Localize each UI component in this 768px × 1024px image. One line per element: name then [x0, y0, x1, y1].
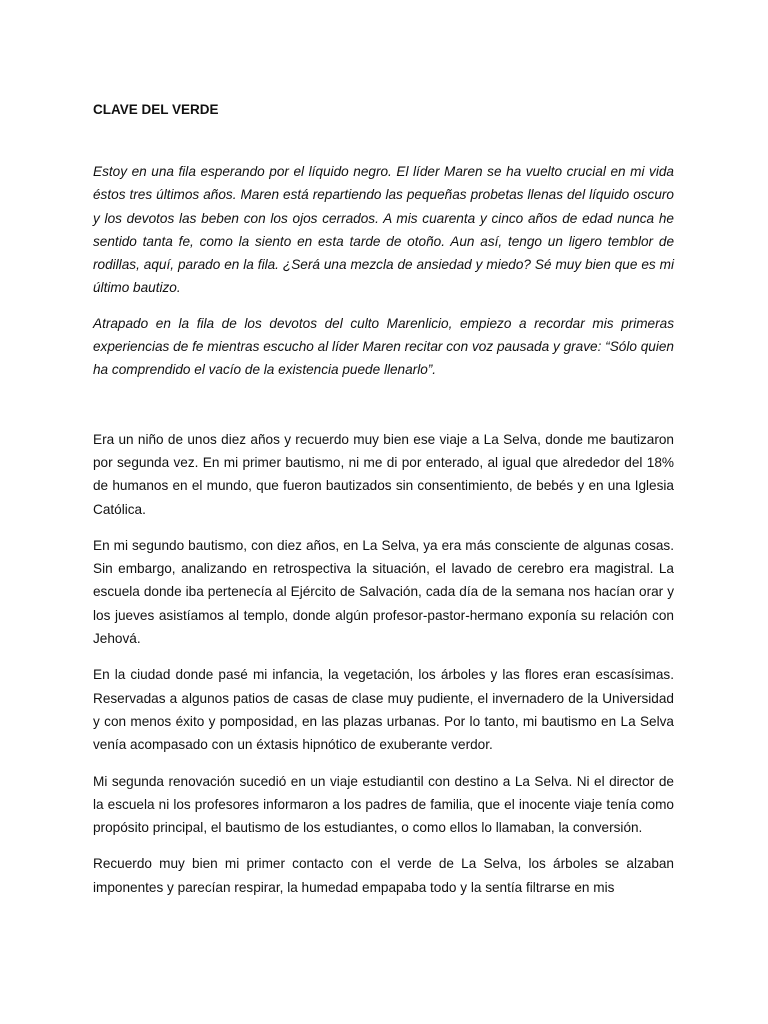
paragraph-5: En la ciudad donde pasé mi infancia, la vegetación, los árboles y las flores eran escasísimas. Reservadas a algunos patios de casas de clase muy pudiente, el invernadero de la Universidad y con menos éxito y pomposidad, en las plazas urbanas. Por lo tanto, mi bautismo en La Selva venía acompasado con un éxtasis hipnótico de exuberante verdor. [93, 667, 674, 753]
document-title: CLAVE DEL VERDE [93, 102, 219, 117]
paragraph-3: Era un niño de unos diez años y recuerdo muy bien ese viaje a La Selva, donde me bautizaron por segunda vez. En mi primer bautismo, ni me di por enterado, al igual que alrededor del 18% de humanos en el mundo, que fueron bautizados sin consentimiento, de bebés y en una Iglesia Católica. [93, 431, 674, 517]
document-body [93, 100, 674, 899]
paragraph-1: Estoy en una fila esperando por el líquido negro. El líder Maren se ha vuelto crucial en mi vida éstos tres últimos años. Maren está repartiendo las pequeñas probetas llenas del líquido oscuro y los devotos las beben con los ojos cerrados. A mis cuarenta y cinco años de edad nunca he sentido tanta fe, como la siento en esta tarde de otoño. Aun así, tengo un ligero temblor de rodillas, aquí, parado en la fila. ¿Será una mezcla de ansiedad y miedo? Sé muy bien que es mi último bautizo. [93, 164, 674, 296]
paragraph-4: En mi segundo bautismo, con diez años, en La Selva, ya era más consciente de algunas cosas. Sin embargo, analizando en retrospectiva la situación, el lavado de cerebro era magistral. La escuela donde iba pertenecía al Ejército de Salvación, cada día de la semana nos hacían orar y los jueves asistíamos al templo, donde algún profesor-pastor-hermano exponía su relación con Jehová. [93, 537, 674, 647]
paragraph-7: Recuerdo muy bien mi primer contacto con el verde de La Selva, los árboles se alzaban imponentes y parecían respirar, la humedad empapaba todo y la sentía filtrarse en mis [93, 856, 674, 895]
paragraph-2: Atrapado en la fila de los devotos del culto Marenlicio, empiezo a recordar mis primeras experiencias de fe mientras escucho al líder Maren recitar con voz pausada y grave: “Sólo quien ha comprendido el vacío de la existencia puede llenarlo”. [93, 315, 674, 378]
paragraph-6: Mi segunda renovación sucedió en un viaje estudiantil con destino a La Selva. Ni el director de la escuela ni los profesores informaron a los padres de familia, que el inocente viaje tenía como propósito principal, el bautismo de los estudiantes, o como ellos lo llamaban, la conversión. [93, 773, 674, 836]
